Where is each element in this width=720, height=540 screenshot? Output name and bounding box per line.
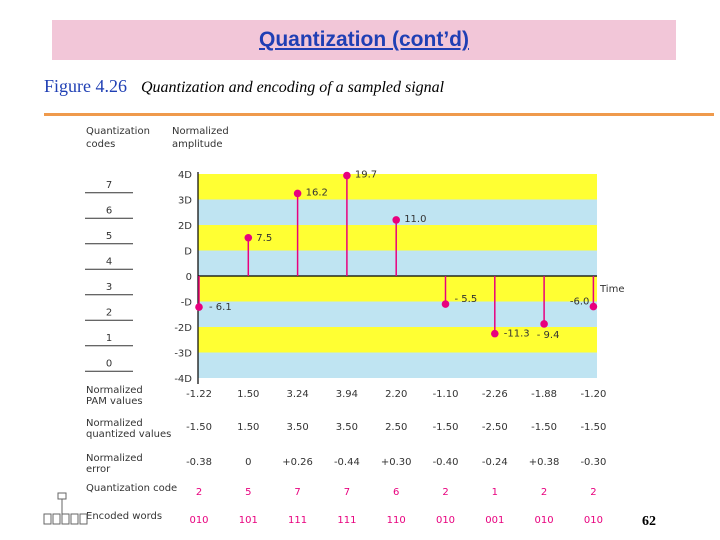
table-cell: 2 [442, 487, 449, 498]
table-cell: 7 [294, 487, 301, 498]
table-cell: -0.40 [432, 457, 459, 468]
table-cell: 3.24 [286, 389, 309, 400]
table-cell: 010 [534, 515, 554, 526]
encoder-glyph-top [58, 493, 66, 499]
table-cell: 5 [245, 487, 252, 498]
table-cell: -1.50 [186, 422, 212, 433]
table-cell: -2.50 [481, 422, 508, 433]
table-cell: 6 [393, 487, 400, 498]
sample-point [245, 234, 253, 242]
sample-value-label: - 5.5 [454, 294, 478, 306]
table-cell: 001 [485, 515, 505, 526]
table-cell: -1.20 [580, 389, 607, 400]
table-cell: -1.50 [580, 422, 607, 433]
encoder-glyph-box [44, 514, 51, 524]
y-tick-label: 4D [177, 170, 192, 181]
figure-caption-text: Quantization and encoding of a sampled signal [141, 79, 445, 96]
quantization-codes-header: Quantization [86, 126, 150, 137]
sample-point [392, 216, 400, 224]
table-cell: 3.50 [335, 422, 359, 433]
sample-value-label: - 9.4 [536, 329, 560, 341]
amplitude-band [198, 174, 597, 200]
time-axis-label: Time [600, 284, 625, 295]
table-cell: -1.50 [432, 422, 459, 433]
table-cell: -0.30 [580, 457, 607, 468]
table-cell: 2.50 [385, 422, 408, 433]
sample-value-label: 16.2 [305, 187, 328, 199]
table-cell: 7 [343, 487, 351, 498]
slide-title: Quantization (cont’d) [259, 28, 469, 51]
sample-value-label: 19.7 [354, 169, 378, 181]
sample-point [195, 303, 203, 311]
encoder-glyph-box [62, 514, 69, 524]
table-cell: 111 [337, 515, 357, 526]
amplitude-band [198, 302, 597, 328]
quantization-code-label: 4 [105, 256, 113, 268]
table-cell: 2 [540, 487, 548, 498]
normalized-amplitude-header: Normalized [172, 126, 229, 137]
amplitude-band [198, 276, 597, 302]
table-cell: -1.10 [432, 389, 459, 400]
table-cell: +0.30 [380, 457, 412, 468]
table-cell: 111 [288, 515, 308, 526]
table-cell: 010 [583, 515, 603, 526]
table-cell: 1.50 [237, 422, 260, 433]
table-row-label: PAM values [86, 396, 143, 407]
table-cell: 2 [590, 487, 597, 498]
sample-point [294, 190, 302, 198]
table-cell: 0 [245, 457, 252, 468]
sample-point [491, 330, 499, 338]
table-cell: 010 [435, 515, 456, 526]
table-row-label: quantized values [86, 429, 172, 440]
quantization-code-label: 5 [105, 230, 113, 242]
table-cell: -1.22 [186, 389, 212, 400]
amplitude-band [198, 251, 597, 277]
table-cell: -0.24 [481, 457, 508, 468]
table-row-label: Quantization code [86, 483, 178, 494]
table-cell: +0.26 [282, 457, 313, 468]
table-cell: 010 [189, 515, 209, 526]
table-row-label: Normalized [86, 385, 143, 396]
normalized-amplitude-header: amplitude [172, 139, 223, 150]
table-row-label: Encoded words [86, 511, 163, 522]
table-cell: 3.50 [286, 422, 309, 433]
table-cell: -2.26 [481, 389, 508, 400]
sample-point [343, 172, 351, 180]
quantization-code-label: 6 [105, 205, 113, 217]
table-cell: +0.38 [528, 457, 560, 468]
y-tick-label: D [184, 246, 192, 258]
table-cell: -0.38 [186, 457, 212, 468]
quantization-codes-header: codes [86, 139, 116, 150]
table-cell: 2 [195, 487, 203, 498]
sample-value-label: -11.3 [503, 328, 530, 340]
table-row-label: Normalized [86, 453, 143, 464]
sample-value-label: 7.5 [256, 232, 273, 244]
table-cell: 2.20 [385, 389, 408, 400]
encoder-glyph-box [53, 514, 60, 524]
y-tick-label: -D [180, 297, 192, 309]
encoder-glyph-box [71, 514, 78, 524]
table-cell: 3.94 [335, 389, 359, 400]
quantization-code-label: 2 [105, 307, 113, 319]
table-cell: -1.50 [531, 422, 558, 433]
sample-point [590, 303, 598, 311]
table-cell: 110 [386, 515, 406, 526]
y-tick-label: -2D [174, 323, 192, 334]
sample-point [540, 320, 548, 328]
table-cell: 101 [238, 515, 258, 526]
y-tick-label: -4D [174, 374, 192, 385]
quantization-code-label: 1 [105, 332, 113, 344]
y-tick-label: 3D [177, 195, 192, 207]
quantization-code-label: 7 [105, 179, 113, 191]
sample-point [442, 300, 450, 308]
sample-value-label: - 6.1 [209, 302, 232, 314]
amplitude-band [198, 353, 597, 379]
page-number: 62 [642, 514, 656, 529]
table-cell: 1.50 [237, 389, 260, 400]
y-tick-label: 2D [177, 221, 192, 232]
y-tick-label: -3D [174, 348, 192, 360]
quantization-code-label: 0 [105, 358, 113, 370]
table-cell: -1.88 [531, 389, 558, 400]
y-tick-label: 0 [185, 272, 192, 283]
table-cell: 1 [491, 487, 498, 498]
figure-number: Figure 4.26 [44, 76, 127, 96]
sample-value-label: -6.0 [569, 296, 590, 308]
table-cell: -0.44 [333, 457, 360, 468]
table-row-label: Normalized [86, 418, 143, 429]
table-row-label: error [86, 464, 111, 475]
quantization-code-label: 3 [105, 281, 113, 293]
sample-value-label: 11.0 [404, 213, 427, 225]
